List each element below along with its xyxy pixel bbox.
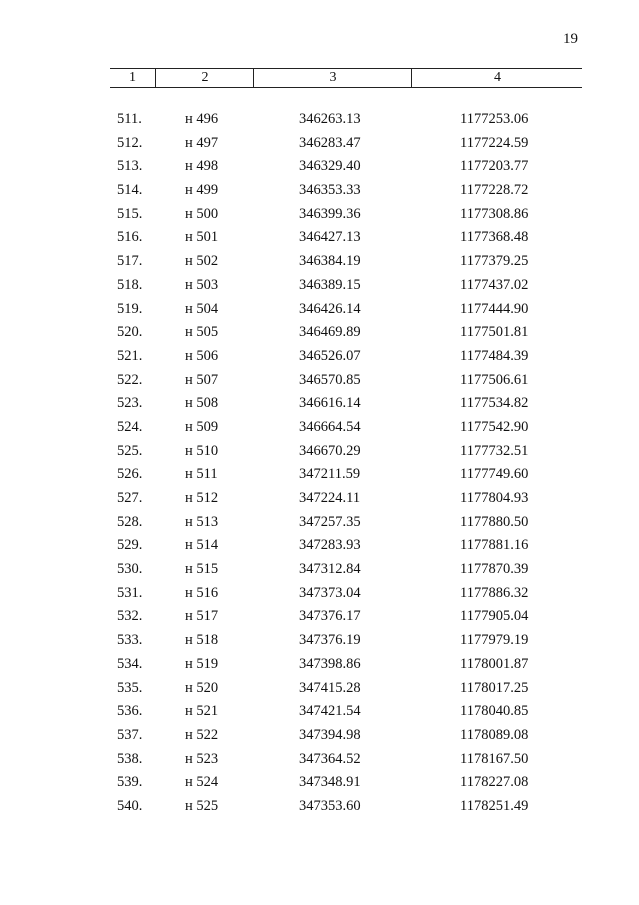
table-row <box>110 512 582 536</box>
table-row <box>110 133 582 157</box>
coordinate-x: 346570.85 <box>299 371 361 388</box>
row-number: 529. <box>117 537 143 554</box>
point-label: н 508 <box>185 395 219 412</box>
column-header-2: 2 <box>155 69 254 87</box>
coordinate-x: 346616.14 <box>299 395 361 412</box>
coordinate-x: 346389.15 <box>299 276 361 293</box>
coordinate-x: 347224.11 <box>299 490 361 506</box>
row-number: 516. <box>117 229 143 246</box>
point-label: н 519 <box>185 655 219 672</box>
row-number: 536. <box>117 703 143 720</box>
coordinate-y: 1177534.82 <box>460 395 529 412</box>
point-label: н 515 <box>185 561 219 578</box>
coordinate-x: 346526.07 <box>299 347 361 364</box>
row-number: 513. <box>117 158 143 175</box>
point-label: н 514 <box>185 537 219 554</box>
coordinate-y: 1177368.48 <box>460 229 529 246</box>
coordinate-y: 1178017.25 <box>460 679 529 696</box>
coordinate-y: 1177501.81 <box>460 324 529 341</box>
coordinate-x: 346263.13 <box>299 111 361 127</box>
coordinate-x: 347364.52 <box>299 750 361 767</box>
table-row <box>110 417 582 441</box>
table-row <box>110 441 582 465</box>
row-number: 540. <box>117 797 143 814</box>
point-label: н 502 <box>185 253 219 270</box>
table-row <box>110 559 582 583</box>
coordinate-x: 346664.54 <box>299 418 361 435</box>
column-header-4: 4 <box>411 69 583 87</box>
coordinate-x: 346670.29 <box>299 442 361 459</box>
table-header <box>110 68 582 88</box>
table-row <box>110 535 582 559</box>
coordinate-y: 1178089.08 <box>460 726 529 743</box>
page-number: 19 <box>563 31 578 47</box>
coordinate-y: 1177444.90 <box>460 300 529 317</box>
point-label: н 517 <box>185 608 219 625</box>
row-number: 531. <box>117 584 143 601</box>
coordinate-y: 1177979.19 <box>460 632 529 649</box>
table-row <box>110 156 582 180</box>
point-label: н 497 <box>185 134 219 151</box>
point-label: н 507 <box>185 371 219 388</box>
row-number: 532. <box>117 608 143 625</box>
point-label: н 505 <box>185 324 219 341</box>
table-row <box>110 772 582 796</box>
column-header-1: 1 <box>129 70 136 85</box>
row-number: 518. <box>117 276 143 293</box>
coordinate-x: 347376.19 <box>299 632 361 649</box>
row-number: 523. <box>117 395 143 412</box>
point-label: н 522 <box>185 726 219 743</box>
table-row <box>110 109 582 133</box>
row-number: 517. <box>117 253 143 270</box>
coordinate-y: 1177881.16 <box>460 537 529 554</box>
table-row <box>110 678 582 702</box>
row-number: 534. <box>117 655 143 672</box>
row-number: 527. <box>117 490 143 506</box>
coordinate-x: 347283.93 <box>299 537 361 554</box>
table-row <box>110 299 582 323</box>
table-row <box>110 204 582 228</box>
coordinate-x: 347376.17 <box>299 608 361 625</box>
table-row <box>110 464 582 488</box>
coordinate-x: 347257.35 <box>299 513 361 530</box>
table-row <box>110 322 582 346</box>
coordinate-x: 346469.89 <box>299 324 361 341</box>
coordinate-y: 1178040.85 <box>460 703 529 720</box>
coordinate-y: 1178001.87 <box>460 655 529 672</box>
row-number: 519. <box>117 300 143 317</box>
table-body <box>110 109 582 820</box>
point-label: н 523 <box>185 750 219 767</box>
row-number: 528. <box>117 513 143 530</box>
table-row <box>110 346 582 370</box>
table-row <box>110 227 582 251</box>
point-label: н 510 <box>185 442 219 459</box>
row-number: 515. <box>117 205 143 222</box>
coordinate-y: 1177886.32 <box>460 584 529 601</box>
coordinate-y: 1177484.39 <box>460 347 529 364</box>
table-row <box>110 275 582 299</box>
point-label: н 509 <box>185 418 219 435</box>
coordinate-y: 1177203.77 <box>460 158 529 175</box>
row-number: 535. <box>117 679 143 696</box>
coordinate-x: 346283.47 <box>299 134 361 151</box>
coordinate-y: 1177506.61 <box>460 371 529 388</box>
row-number: 526. <box>117 466 143 483</box>
coordinate-x: 347394.98 <box>299 726 361 743</box>
coordinate-x: 347353.60 <box>299 797 361 814</box>
point-label: н 512 <box>185 490 219 506</box>
coordinate-y: 1177379.25 <box>460 253 529 270</box>
row-number: 538. <box>117 750 143 767</box>
point-label: н 504 <box>185 300 219 317</box>
table-row <box>110 251 582 275</box>
coordinate-y: 1177749.60 <box>460 466 529 483</box>
point-label: н 520 <box>185 679 219 696</box>
coordinate-y: 1177253.06 <box>460 111 529 127</box>
coordinate-x: 347421.54 <box>299 703 361 720</box>
table-row <box>110 583 582 607</box>
coordinate-x: 347398.86 <box>299 655 361 672</box>
row-number: 525. <box>117 442 143 459</box>
row-number: 511. <box>117 111 142 127</box>
row-number: 539. <box>117 774 143 791</box>
coordinate-y: 1178167.50 <box>460 750 529 767</box>
point-label: н 503 <box>185 276 219 293</box>
row-number: 520. <box>117 324 143 341</box>
column-header-3: 3 <box>253 69 412 87</box>
table-row <box>110 725 582 749</box>
row-number: 530. <box>117 561 143 578</box>
row-number: 514. <box>117 182 143 199</box>
coordinate-x: 346353.33 <box>299 182 361 199</box>
point-label: н 501 <box>185 229 219 246</box>
coordinate-x: 347373.04 <box>299 584 361 601</box>
coordinate-x: 347312.84 <box>299 561 361 578</box>
point-label: н 511 <box>185 466 218 483</box>
coordinate-x: 346399.36 <box>299 205 361 222</box>
point-label: н 500 <box>185 205 219 222</box>
coordinate-y: 1177870.39 <box>460 561 529 578</box>
table-row <box>110 630 582 654</box>
point-label: н 496 <box>185 111 219 127</box>
coordinate-x: 346427.13 <box>299 229 361 246</box>
coordinate-x: 346384.19 <box>299 253 361 270</box>
coordinate-y: 1177880.50 <box>460 513 529 530</box>
table-row <box>110 606 582 630</box>
table-row <box>110 180 582 204</box>
coordinate-y: 1177228.72 <box>460 182 529 199</box>
point-label: н 524 <box>185 774 219 791</box>
point-label: н 518 <box>185 632 219 649</box>
coordinate-x: 346426.14 <box>299 300 361 317</box>
coordinate-y: 1177224.59 <box>460 134 529 151</box>
table-row <box>110 370 582 394</box>
table-row <box>110 796 582 820</box>
row-number: 512. <box>117 134 143 151</box>
coordinate-y: 1177308.86 <box>460 205 529 222</box>
coordinate-y: 1178251.49 <box>460 797 529 814</box>
coordinate-x: 347211.59 <box>299 466 361 483</box>
table-row <box>110 488 582 512</box>
row-number: 522. <box>117 371 143 388</box>
coordinate-y: 1177732.51 <box>460 442 529 459</box>
coordinate-x: 347415.28 <box>299 679 361 696</box>
point-label: н 516 <box>185 584 219 601</box>
coordinate-y: 1177437.02 <box>460 276 529 293</box>
table-row <box>110 701 582 725</box>
coordinate-x: 346329.40 <box>299 158 361 175</box>
coordinate-y: 1177542.90 <box>460 418 529 435</box>
row-number: 537. <box>117 726 143 743</box>
coordinate-x: 347348.91 <box>299 774 361 791</box>
point-label: н 521 <box>185 703 219 720</box>
point-label: н 506 <box>185 347 219 364</box>
table-row <box>110 749 582 773</box>
point-label: н 513 <box>185 513 219 530</box>
row-number: 521. <box>117 347 143 364</box>
table-row <box>110 654 582 678</box>
row-number: 524. <box>117 418 143 435</box>
coordinate-y: 1177905.04 <box>460 608 529 625</box>
coordinate-y: 1178227.08 <box>460 774 529 791</box>
point-label: н 525 <box>185 797 219 814</box>
coordinate-y: 1177804.93 <box>460 490 529 506</box>
point-label: н 499 <box>185 182 219 199</box>
table-row <box>110 393 582 417</box>
point-label: н 498 <box>185 158 219 175</box>
row-number: 533. <box>117 632 143 649</box>
